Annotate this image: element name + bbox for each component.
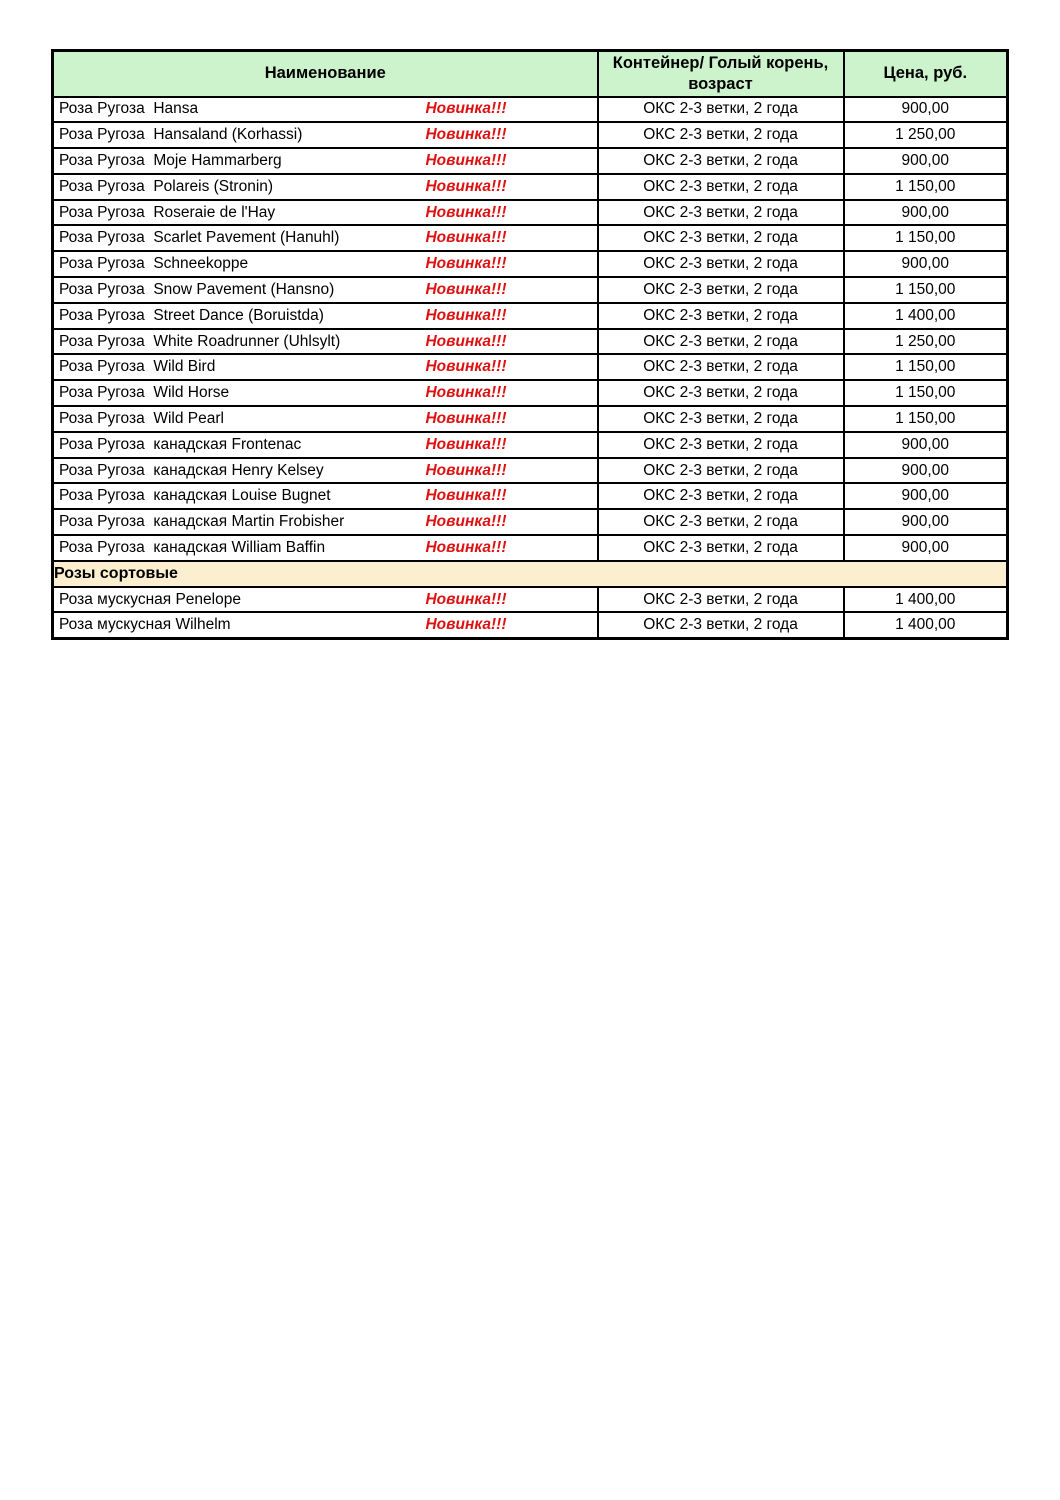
table-row (53, 148, 1008, 174)
container-cell: ОКС 2-3 ветки, 2 года (598, 148, 844, 174)
container-cell: ОКС 2-3 ветки, 2 года (598, 122, 844, 148)
container-cell: ОКС 2-3 ветки, 2 года (598, 483, 844, 509)
price-cell: 1 150,00 (844, 174, 1008, 200)
novelty-badge: Новинка!!! (425, 538, 507, 556)
table-row (53, 303, 1008, 329)
price-cell: 900,00 (844, 432, 1008, 458)
name-wrap (54, 204, 597, 222)
item-name: Роза Ругоза White Roadrunner (Uhlsylt) (59, 332, 341, 350)
name-wrap (54, 152, 597, 170)
name-cell (53, 303, 598, 329)
novelty-badge: Новинка!!! (425, 280, 507, 298)
novelty-badge: Новинка!!! (425, 177, 507, 195)
item-name: Роза Ругоза канадская Frontenac (59, 435, 302, 453)
table-row (53, 612, 1008, 638)
name-wrap (54, 462, 597, 480)
name-wrap (54, 358, 597, 376)
price-cell: 1 150,00 (844, 354, 1008, 380)
item-name: Роза Ругоза Snow Pavement (Hansno) (59, 280, 335, 298)
novelty-badge: Новинка!!! (425, 306, 507, 324)
section-title: Розы сортовые (53, 561, 1008, 587)
section-row (53, 561, 1008, 587)
novelty-badge: Новинка!!! (425, 229, 507, 247)
column-header-price: Цена, руб. (844, 51, 1008, 97)
item-name: Роза Ругоза Wild Bird (59, 358, 216, 376)
price-cell: 1 150,00 (844, 277, 1008, 303)
table-row (53, 225, 1008, 251)
table-row (53, 174, 1008, 200)
table-row (53, 587, 1008, 613)
item-name: Роза Ругоза Roseraie de l'Hay (59, 203, 276, 221)
container-cell: ОКС 2-3 ветки, 2 года (598, 329, 844, 355)
novelty-badge: Новинка!!! (425, 203, 507, 221)
container-cell: ОКС 2-3 ветки, 2 года (598, 612, 844, 638)
price-cell: 900,00 (844, 458, 1008, 484)
novelty-badge: Новинка!!! (425, 126, 507, 144)
novelty-badge: Новинка!!! (425, 435, 507, 453)
price-cell: 1 150,00 (844, 225, 1008, 251)
table-row (53, 380, 1008, 406)
price-cell: 1 150,00 (844, 380, 1008, 406)
container-cell: ОКС 2-3 ветки, 2 года (598, 535, 844, 561)
novelty-badge: Новинка!!! (425, 255, 507, 273)
item-name: Роза Ругоза Wild Pearl (59, 409, 224, 427)
container-cell: ОКС 2-3 ветки, 2 года (598, 380, 844, 406)
container-cell: ОКС 2-3 ветки, 2 года (598, 303, 844, 329)
table-row (53, 329, 1008, 355)
name-cell (53, 535, 598, 561)
table-row (53, 509, 1008, 535)
name-wrap (54, 281, 597, 299)
item-name: Роза Ругоза Hansaland (Korhassi) (59, 126, 303, 144)
item-name: Роза Ругоза Schneekoppe (59, 255, 249, 273)
table-row (53, 277, 1008, 303)
name-cell (53, 432, 598, 458)
item-name: Роза Ругоза канадская Louise Bugnet (59, 487, 331, 505)
container-cell: ОКС 2-3 ветки, 2 года (598, 458, 844, 484)
table-row (53, 97, 1008, 123)
item-name: Роза Ругоза Scarlet Pavement (Hanuhl) (59, 229, 340, 247)
container-cell: ОКС 2-3 ветки, 2 года (598, 97, 844, 123)
name-wrap (54, 591, 597, 609)
name-cell (53, 458, 598, 484)
container-cell: ОКС 2-3 ветки, 2 года (598, 277, 844, 303)
name-cell (53, 277, 598, 303)
item-name: Роза Ругоза канадская William Baffin (59, 538, 326, 556)
name-cell (53, 587, 598, 613)
name-cell (53, 225, 598, 251)
item-name: Роза Ругоза Hansa (59, 100, 199, 118)
name-wrap (54, 436, 597, 454)
price-cell: 1 250,00 (844, 122, 1008, 148)
name-cell (53, 406, 598, 432)
name-wrap (54, 100, 597, 118)
name-cell (53, 97, 598, 123)
price-cell: 1 400,00 (844, 587, 1008, 613)
table-row (53, 200, 1008, 226)
name-wrap (54, 255, 597, 273)
container-cell: ОКС 2-3 ветки, 2 года (598, 225, 844, 251)
container-cell: ОКС 2-3 ветки, 2 года (598, 251, 844, 277)
item-name: Роза Ругоза канадская Henry Kelsey (59, 461, 324, 479)
item-name: Роза Ругоза Polareis (Stronin) (59, 177, 274, 195)
name-wrap (54, 513, 597, 531)
price-cell: 900,00 (844, 483, 1008, 509)
table-row (53, 432, 1008, 458)
novelty-badge: Новинка!!! (425, 100, 507, 118)
name-cell (53, 174, 598, 200)
novelty-badge: Новинка!!! (425, 616, 507, 634)
novelty-badge: Новинка!!! (425, 358, 507, 376)
price-cell: 900,00 (844, 509, 1008, 535)
novelty-badge: Новинка!!! (425, 409, 507, 427)
item-name: Роза мускусная Wilhelm (59, 616, 231, 634)
container-cell: ОКС 2-3 ветки, 2 года (598, 354, 844, 380)
table-row (53, 458, 1008, 484)
name-wrap (54, 178, 597, 196)
column-header-name: Наименование (53, 51, 598, 97)
price-cell: 900,00 (844, 97, 1008, 123)
name-wrap (54, 126, 597, 144)
name-cell (53, 483, 598, 509)
novelty-badge: Новинка!!! (425, 151, 507, 169)
table-row (53, 535, 1008, 561)
novelty-badge: Новинка!!! (425, 590, 507, 608)
table-row (53, 122, 1008, 148)
column-header-container-age: Контейнер/ Голый корень, возраст (598, 51, 844, 97)
table-row (53, 354, 1008, 380)
name-wrap (54, 384, 597, 402)
name-wrap (54, 410, 597, 428)
name-cell (53, 380, 598, 406)
price-cell: 900,00 (844, 251, 1008, 277)
price-cell: 1 250,00 (844, 329, 1008, 355)
item-name: Роза мускусная Penelope (59, 590, 241, 608)
item-name: Роза Ругоза Street Dance (Boruistda) (59, 306, 324, 324)
header-row (53, 51, 1008, 97)
name-cell (53, 509, 598, 535)
name-wrap (54, 229, 597, 247)
price-cell: 1 400,00 (844, 303, 1008, 329)
name-cell (53, 329, 598, 355)
container-cell: ОКС 2-3 ветки, 2 года (598, 200, 844, 226)
container-cell: ОКС 2-3 ветки, 2 года (598, 587, 844, 613)
item-name: Роза Ругоза Wild Horse (59, 384, 230, 402)
container-cell: ОКС 2-3 ветки, 2 года (598, 406, 844, 432)
price-cell: 900,00 (844, 148, 1008, 174)
price-table (51, 49, 1009, 640)
name-wrap (54, 333, 597, 351)
container-cell: ОКС 2-3 ветки, 2 года (598, 509, 844, 535)
novelty-badge: Новинка!!! (425, 332, 507, 350)
price-cell: 1 150,00 (844, 406, 1008, 432)
table-row (53, 406, 1008, 432)
price-cell: 900,00 (844, 200, 1008, 226)
table-row (53, 251, 1008, 277)
item-name: Роза Ругоза канадская Martin Frobisher (59, 513, 345, 531)
name-wrap (54, 616, 597, 634)
name-wrap (54, 539, 597, 557)
name-cell (53, 122, 598, 148)
novelty-badge: Новинка!!! (425, 461, 507, 479)
name-cell (53, 612, 598, 638)
container-cell: ОКС 2-3 ветки, 2 года (598, 432, 844, 458)
name-cell (53, 354, 598, 380)
table-row (53, 483, 1008, 509)
price-cell: 900,00 (844, 535, 1008, 561)
name-wrap (54, 487, 597, 505)
name-wrap (54, 307, 597, 325)
container-cell: ОКС 2-3 ветки, 2 года (598, 174, 844, 200)
name-cell (53, 148, 598, 174)
name-cell (53, 200, 598, 226)
item-name: Роза Ругоза Moje Hammarberg (59, 151, 282, 169)
novelty-badge: Новинка!!! (425, 513, 507, 531)
price-cell: 1 400,00 (844, 612, 1008, 638)
name-cell (53, 251, 598, 277)
novelty-badge: Новинка!!! (425, 487, 507, 505)
novelty-badge: Новинка!!! (425, 384, 507, 402)
